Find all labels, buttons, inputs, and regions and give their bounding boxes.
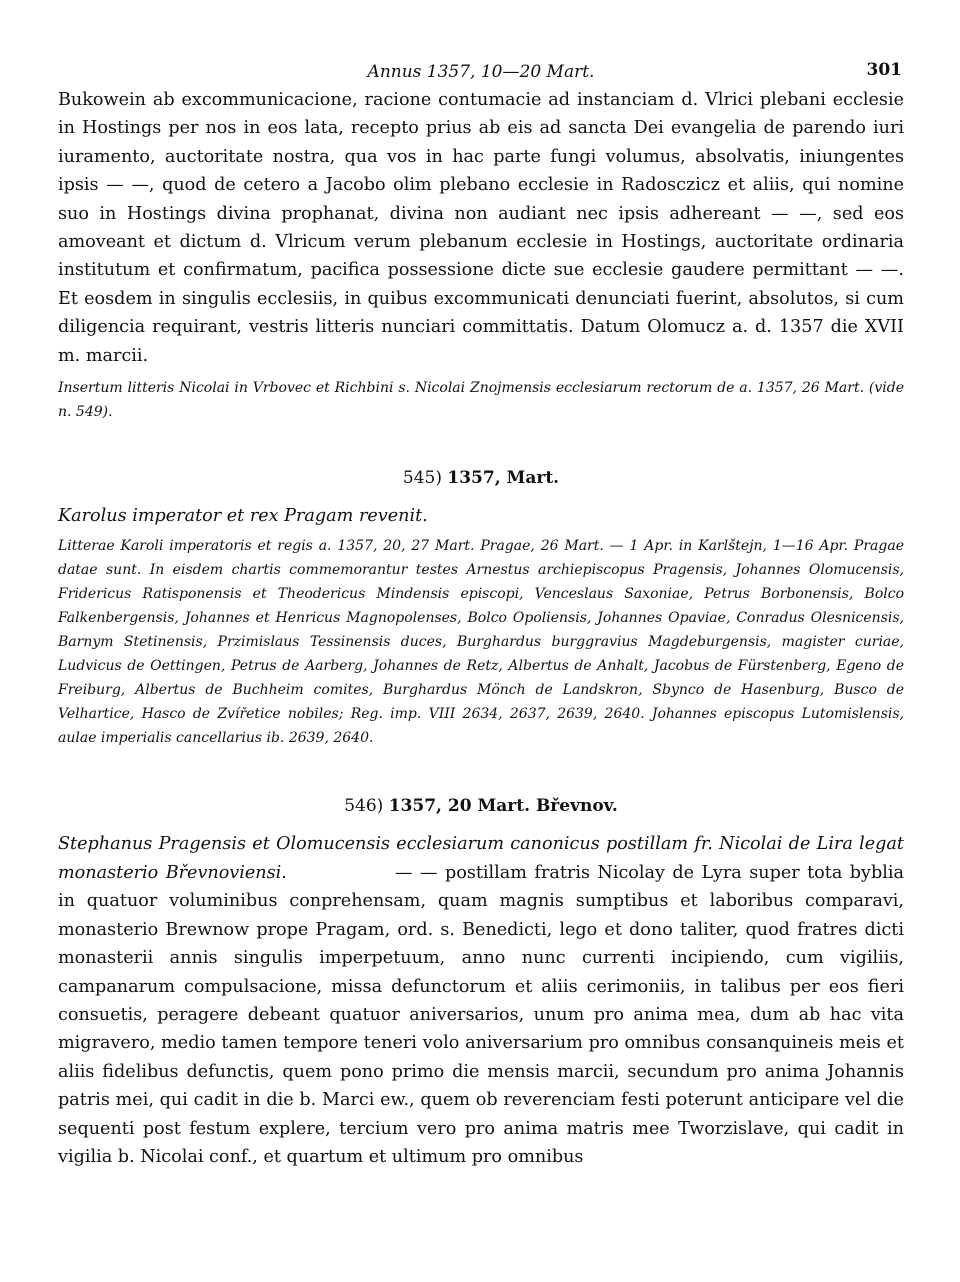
document-page [58,56,904,1171]
running-header [58,56,904,86]
entry-545-number: 545) [402,468,442,489]
running-title: Annus 1357, 10—20 Mart. [367,62,595,82]
entry-546-heading [58,796,904,816]
entry-546-date: 1357, 20 Mart. Břevnov. [388,796,618,817]
entry-546-number: 546) [344,796,384,817]
entry-544-note: Insertum litteris Nicolai in Vrbovec et Richbini s. Nicolai Znojmensis ecclesiarum rectorum de a. 1357, 26 Mart. (vide n. 549). [58,380,904,421]
entry-546-regest: Stephanus Pragensis et Olomucensis ecclesiarum canonicus postillam fr. Nicolai de Lira legat monasterio Břevnoviensi. [58,834,904,883]
entry-545-heading [58,468,904,488]
page-number: 301 [866,60,902,80]
entry-544-text: Bukowein ab excommunicacione, racione contumacie ad instanciam d. Vlrici plebani ecclesie in Hostings per nos in eos lata, recepto prius ab eis ad sancta Dei evangelia de parendo iuri iuramento, auctoritate nostra, qua vos in hac parte fungi volumus, absolvatis, iniungentes ipsis — —, quod de cetero a Jacobo olim plebano ecclesie in Radosczicz et aliis, qui nomine suo in Hostings divina prophanat, divina non audiant nec ipsis adhereant — —, sed eos amoveant et dictum d. Vlricum verum plebanum ecclesie in Hostings, auctoritate ordinaria institutum et confirmatum, pacifica possessione dicte sue ecclesie gaudere permittant — —. Et eosdem in singulis ecclesiis, in quibus excommunicati denunciati fuerint, absolutos, si cum diligencia requirant, vestris litteris nunciari committatis. Datum Olomucz a. d. 1357 die XVII m. marcii. [58,90,904,366]
entry-545-date: 1357, Mart. [447,468,560,489]
entry-546-text: — — postillam fratris Nicolay de Lyra super tota byblia in quatuor voluminibus conprehensam, quam magnis sumptibus et laboribus comparavi, monasterio Brewnow prope Pragam, ord. s. Benedicti, lego et dono taliter, quod fratres dicti monasterii annis singulis imperpetuum, anno nunc currenti incipiendo, cum vigiliis, campanarum compulsacione, missa defunctorum et aliis cerimoniis, in talibus per eos fieri consuetis, peragere debeant quatuor aniversarios, unum pro anima mea, dum ab hac vita migravero, medio tamen tempore teneri volo aniversarium pro omnibus consanquineis meis et aliis fidelibus defunctis, quem pono primo die mensis marcii, secundum pro anima Johannis patris mei, qui cadit in die b. Marci ew., quem ob reverenciam festi poterunt anticipare vel die sequenti post festum explere, tercium vero pro anima matris mee Tworzislave, qui cadit in vigilia b. Nicolai conf., et quartum et ultimum pro omnibus [58,862,904,1167]
entry-545-regest: Karolus imperator et rex Pragam revenit. [58,506,428,527]
entry-546-paragraph [58,830,904,1171]
entry-545-note: Litterae Karoli imperatoris et regis a. 1357, 20, 27 Mart. Pragae, 26 Mart. — 1 Apr. in Karlštejn, 1—16 Apr. Pragae datae sunt. In eisdem chartis commemorantur testes Arnestus archiepiscopus Pragensis, Johannes Olomucensis, Fridericus Ratisponensis et Theodericus Mindensis episcopi, Venceslaus Saxoniae, Petrus Borbonensis, Bolco Falkenbergensis, Johannes et Henricus Magnopolenses, Bolco Opoliensis, Johannes Opaviae, Conradus Olesnicensis, Barnym Stetinensis, Przimislaus Tessinensis duces, Burghardus burggravius Magdeburgensis, magister curiae, Ludvicus de Oettingen, Petrus de Aarberg, Johannes de Retz, Albertus de Anhalt, Jacobus de Fürstenberg, Egeno de Freiburg, Albertus de Buchheim comites, Burghardus Mönch de Landskron, Sbynco de Hasenburg, Busco de Velhartice, Hasco de Zvířetice nobiles; Reg. imp. VIII 2634, 2637, 2639, 2640. Johannes episcopus Lutomislensis, aulae imperialis cancellarius ib. 2639, 2640. [58,538,904,747]
